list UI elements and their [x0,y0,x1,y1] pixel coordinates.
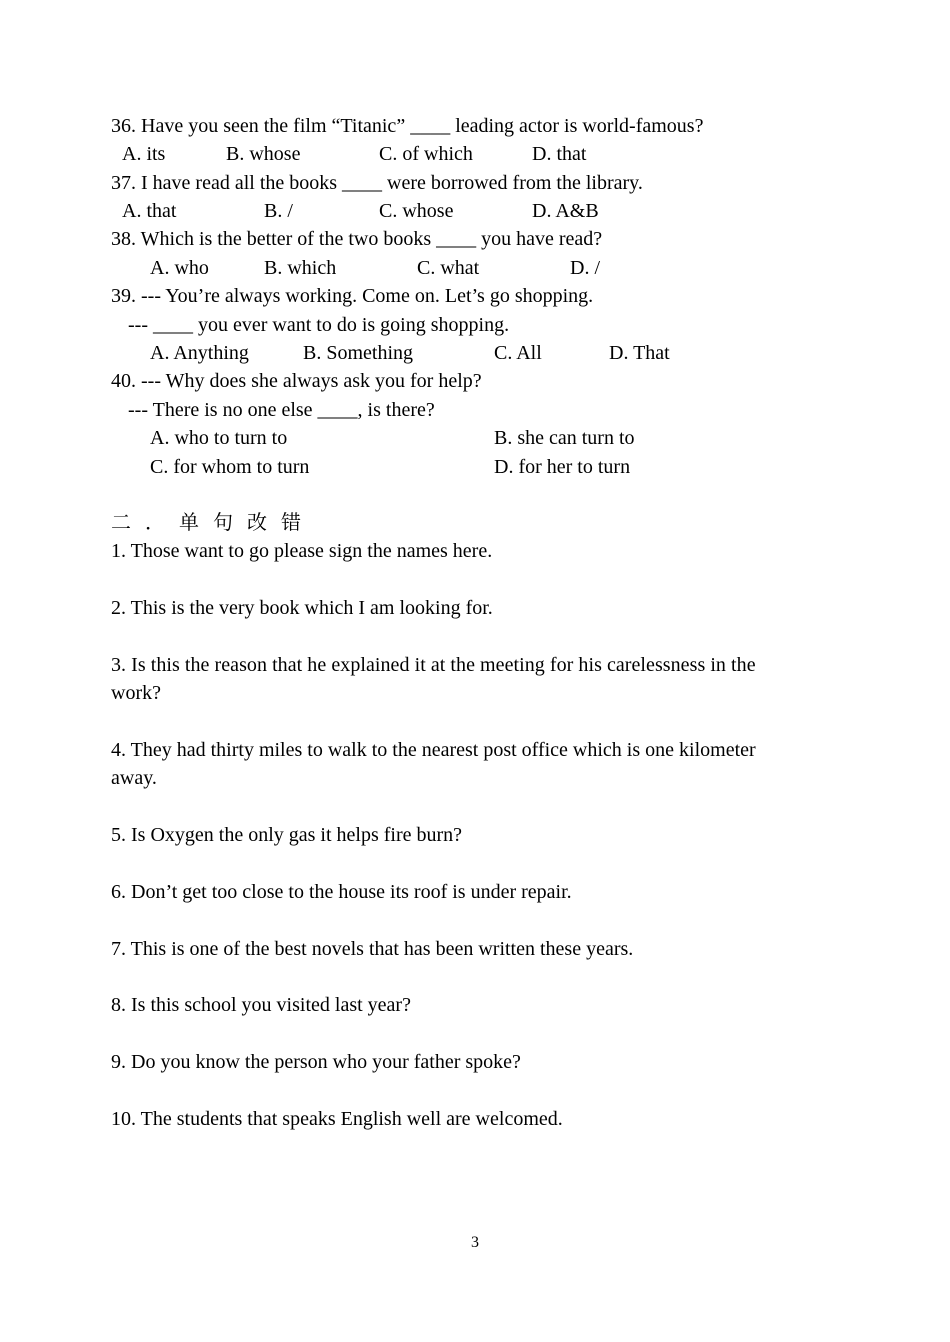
question-37: 37. I have read all the books ____ were borrowed from the library. [111,172,643,194]
q40-option-a: A. who to turn to [150,427,288,449]
question-40-reply: --- There is no one else ____, is there? [128,399,435,421]
q36-option-c: C. of which [379,143,473,165]
correction-item-4-cont: away. [111,767,157,789]
question-39-reply: --- ____ you ever want to do is going shopping. [128,314,510,336]
q39-option-c: C. All [494,342,542,364]
q38-option-b: B. which [264,257,337,279]
q37-option-b: B. / [264,200,293,222]
correction-item-10: 10. The students that speaks English well are welcomed. [111,1108,563,1130]
q37-option-c: C. whose [379,200,454,222]
q38-option-c: C. what [417,257,480,279]
question-36: 36. Have you seen the film “Titanic” ____ leading actor is world-famous? [111,115,704,137]
q38-option-a: A. who [150,257,209,279]
page-number: 3 [471,1234,479,1251]
question-40: 40. --- Why does she always ask you for help? [111,370,482,392]
q36-option-b: B. whose [226,143,301,165]
correction-item-4: 4. They had thirty miles to walk to the nearest post office which is one kilometer [111,739,756,761]
q40-option-c: C. for whom to turn [150,456,310,478]
q39-option-a: A. Anything [150,342,249,364]
q36-option-d: D. that [532,143,587,165]
question-38: 38. Which is the better of the two books ____ you have read? [111,228,603,250]
correction-item-7: 7. This is one of the best novels that has been written these years. [111,938,634,960]
question-39: 39. --- You’re always working. Come on. Let’s go shopping. [111,285,594,307]
q37-option-d: D. A&B [532,200,599,222]
q40-option-d: D. for her to turn [494,456,631,478]
correction-item-6: 6. Don’t get too close to the house its roof is under repair. [111,881,572,903]
section-heading: 二．单句改错 [111,510,315,534]
q40-option-b: B. she can turn to [494,427,635,449]
correction-item-8: 8. Is this school you visited last year? [111,994,411,1016]
q39-option-d: D. That [609,342,670,364]
correction-item-2: 2. This is the very book which I am looking for. [111,597,493,619]
correction-item-3: 3. Is this the reason that he explained it at the meeting for his carelessness in the [111,654,756,676]
q39-option-b: B. Something [303,342,414,364]
correction-item-1: 1. Those want to go please sign the names here. [111,540,493,562]
q37-option-a: A. that [122,200,177,222]
q38-option-d: D. / [570,257,600,279]
correction-item-9: 9. Do you know the person who your father spoke? [111,1051,521,1073]
correction-item-3-cont: work? [111,682,161,704]
q36-option-a: A. its [122,143,166,165]
correction-item-5: 5. Is Oxygen the only gas it helps fire burn? [111,824,463,846]
